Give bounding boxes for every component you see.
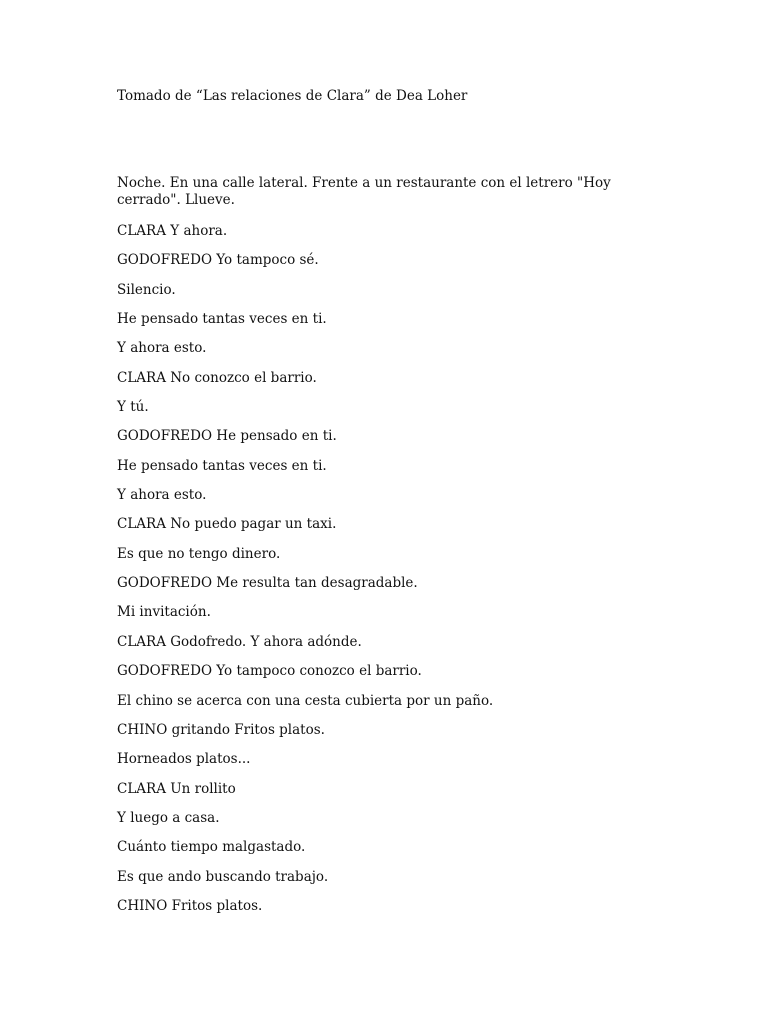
dialogue-line: Y ahora esto. [117, 340, 207, 357]
dialogue-line: CLARA Un rollito [117, 780, 236, 797]
dialogue-line: GODOFREDO Yo tampoco conozco el barrio. [117, 663, 422, 680]
dialogue-line: Cuánto tiempo malgastado. [117, 839, 306, 856]
dialogue-line: He pensado tantas veces en ti. [117, 311, 327, 328]
dialogue-line: GODOFREDO He pensado en ti. [117, 428, 337, 445]
dialogue-line: He pensado tantas veces en ti. [117, 457, 327, 474]
dialogue-line: CHINO Fritos platos. [117, 897, 263, 914]
dialogue-line: El chino se acerca con una cesta cubierta por un paño. [117, 692, 494, 709]
stage-direction: Noche. En una calle lateral. Frente a un restaurante con el letrero "Hoy cerrado". Llueve. [117, 175, 611, 208]
dialogue-line: Y luego a casa. [117, 809, 220, 826]
dialogue-line: Silencio. [117, 281, 176, 298]
dialogue-line: GODOFREDO Yo tampoco sé. [117, 252, 319, 269]
document-title: Tomado de “Las relaciones de Clara” de Dea Loher [117, 88, 468, 104]
dialogue-line: Es que ando buscando trabajo. [117, 868, 329, 885]
dialogue-line: CLARA No conozco el barrio. [117, 369, 317, 386]
dialogue-line: Mi invitación. [117, 604, 211, 621]
dialogue-line: Y tú. [117, 399, 149, 416]
document-page [117, 0, 677, 1024]
dialogue-line: CHINO gritando Fritos platos. [117, 721, 325, 738]
dialogue-line: CLARA Godofredo. Y ahora adónde. [117, 633, 362, 650]
dialogue-line: Y ahora esto. [117, 487, 207, 504]
dialogue-line: CLARA Y ahora. [117, 223, 228, 239]
dialogue-list [117, 222, 662, 926]
dialogue-line: Horneados platos... [117, 751, 251, 768]
dialogue-line: Es que no tengo dinero. [117, 545, 281, 562]
dialogue-line: CLARA No puedo pagar un taxi. [117, 516, 337, 533]
dialogue-line: GODOFREDO Me resulta tan desagradable. [117, 575, 418, 592]
